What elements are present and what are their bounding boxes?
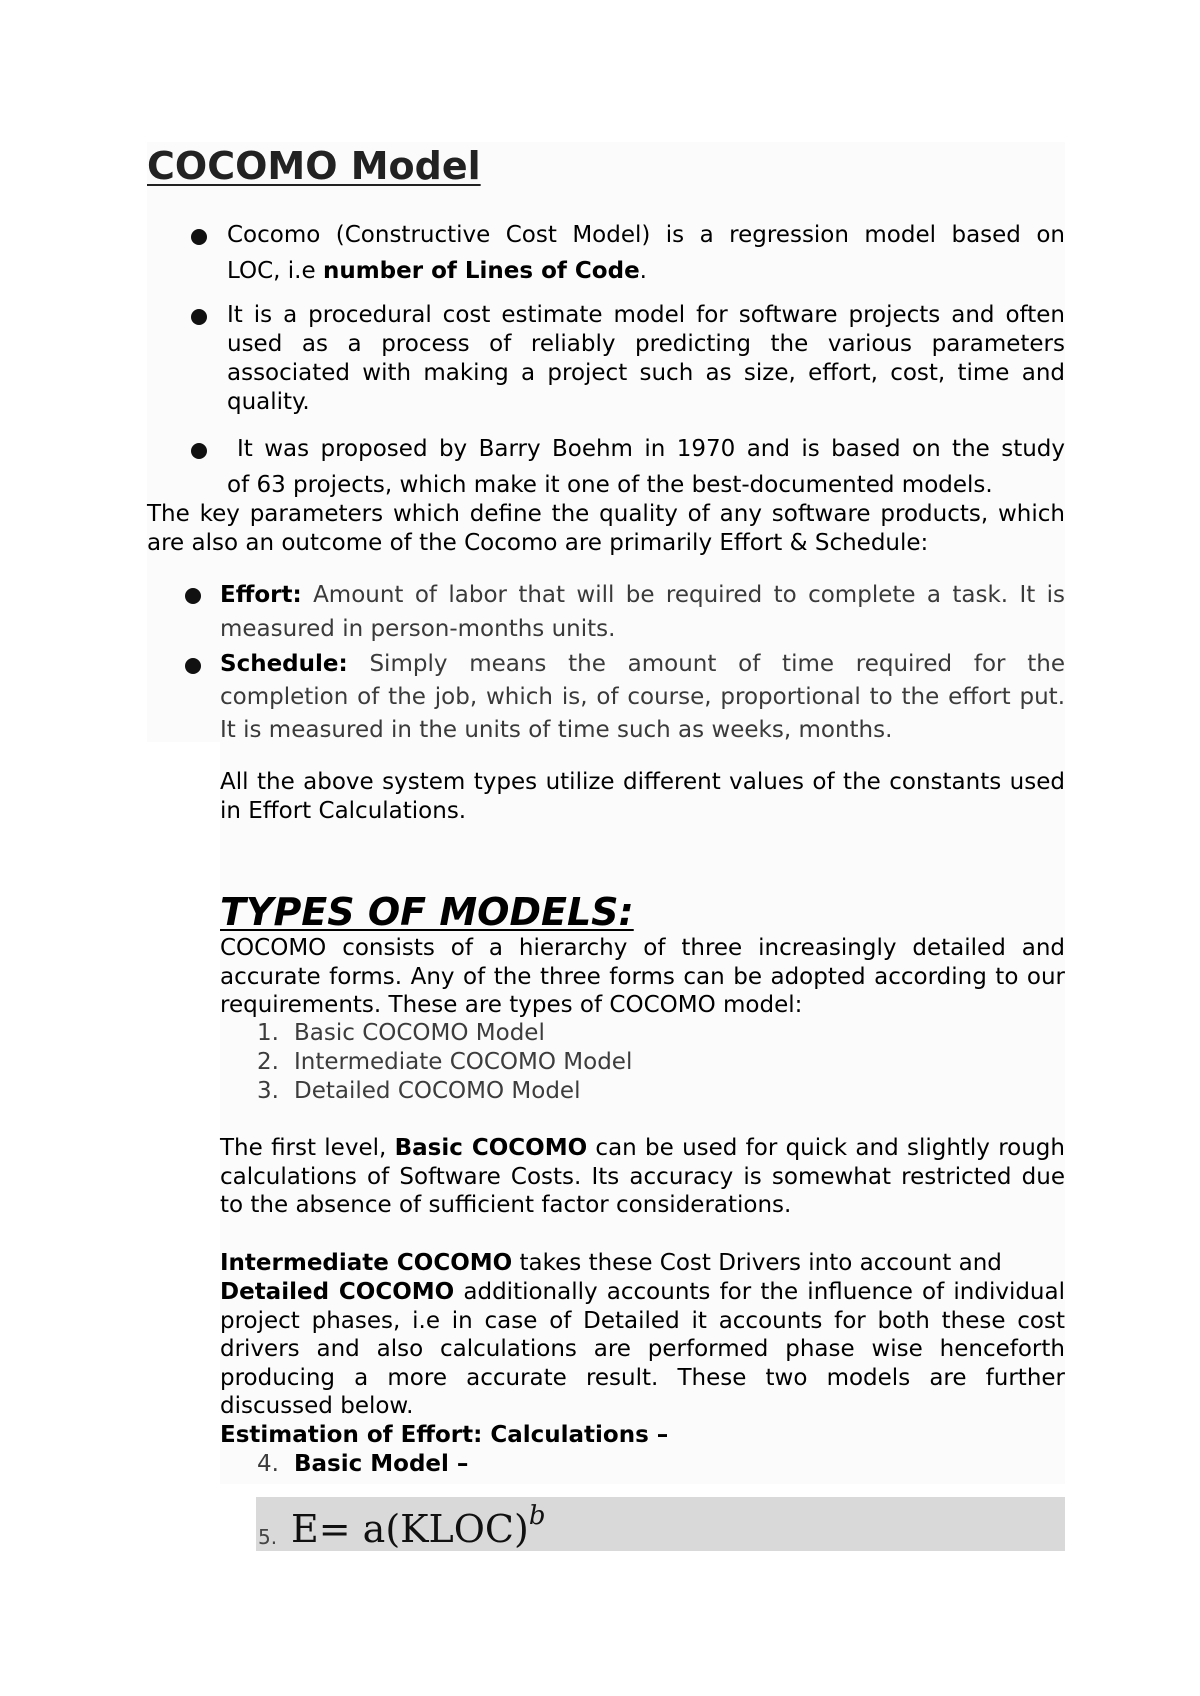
intro-bullet-1-line2 [227, 257, 1065, 286]
types-heading: TYPES OF MODELS: [220, 890, 634, 934]
intro-bullet-bold: number of Lines of Code [322, 258, 640, 284]
intro-bullet-1-line1 [227, 221, 1065, 250]
intro-bullet-text: It is a procedural cost estimate model for software projects and often used as a process of reliably predicting the various parameters associated with making a project such as size, effort, cost, time and quality. [227, 302, 1065, 415]
types-intro: COCOMO consists of a hierarchy of three increasingly detailed and accurate forms. Any of the three forms can be adopted according to our requirements. These are types of COCOMO model: [220, 935, 1065, 1018]
intro-bullet-text: Cocomo (Constructive Cost Model) is a regression model based on [227, 222, 1065, 248]
intro-bullet-2 [227, 301, 1065, 417]
intro-bullet-text: LOC, i.e [227, 258, 323, 284]
effort-formula: E= a(KLOC)$^b$ [291, 1501, 546, 1551]
effort-term: Effort: [220, 582, 302, 608]
page-title: COCOMO Model [147, 144, 481, 188]
schedule-term: Schedule: [220, 651, 348, 677]
bullet-icon [191, 443, 207, 459]
bullet-icon [185, 658, 201, 674]
bullet-icon [191, 229, 207, 245]
effort-text: Amount of labor that will be required to complete a task. It is measured in person-months units. [220, 582, 1066, 642]
basic-cocomo-paragraph: The first level, Basic COCOMO can be used for quick and slightly rough calculations of Software Costs. Its accuracy is somewhat restricted due to the absence of sufficient factor considerations. [220, 1135, 1065, 1218]
basic-model-item: 4. Basic Model – [257, 1451, 469, 1477]
detailed-cocomo-paragraph: Detailed COCOMO additionally accounts for the influence of individual project phases, i.e in case of Detailed it accounts for both these cost drivers and also calculations are performed phase wise henceforth producing a more accurate result. These two models are further discussed below. [220, 1279, 1065, 1419]
list-item: 3. Detailed COCOMO Model [257, 1078, 581, 1104]
list-item: 2. Intermediate COCOMO Model [257, 1049, 633, 1075]
intro-bullet-text: It was proposed by Barry Boehm in 1970 and is based on the study [237, 436, 1065, 462]
formula-number: 5. [258, 1525, 278, 1549]
estimation-heading: Estimation of Effort: Calculations – [220, 1422, 669, 1448]
effort-bullet [220, 578, 1065, 646]
intro-bullet-3-line2 [227, 471, 1065, 500]
intro-bullet-3-line1 [237, 435, 1065, 464]
intro-bullet-text: of 63 projects, which make it one of the best-documented models. [227, 472, 993, 498]
intermediate-cocomo-bold: Intermediate COCOMO [220, 1250, 513, 1276]
list-item: 1. Basic COCOMO Model [257, 1020, 545, 1046]
formula-exponent: b [528, 1501, 546, 1531]
intro-bullet-text: . [639, 258, 647, 284]
model-types-list [257, 1019, 632, 1106]
schedule-bullet [220, 648, 1065, 747]
schedule-text: Simply means the amount of time required for the completion of the job, which is, of course, proportional to the effort put. It is measured in the units of time such as weeks, months. [220, 651, 1065, 743]
key-parameters-paragraph: The key parameters which define the quality of any software products, which are also an outcome of the Cocomo are primarily Effort & Schedule: [147, 501, 1065, 556]
detailed-cocomo-bold: Detailed COCOMO [220, 1279, 455, 1305]
intermediate-line: Intermediate COCOMO takes these Cost Drivers into account and [220, 1250, 1002, 1276]
constants-note: All the above system types utilize different values of the constants used in Effort Calculations. [220, 769, 1065, 824]
bullet-icon [191, 309, 207, 325]
basic-cocomo-bold: Basic COCOMO [394, 1135, 588, 1161]
bullet-icon [185, 588, 201, 604]
